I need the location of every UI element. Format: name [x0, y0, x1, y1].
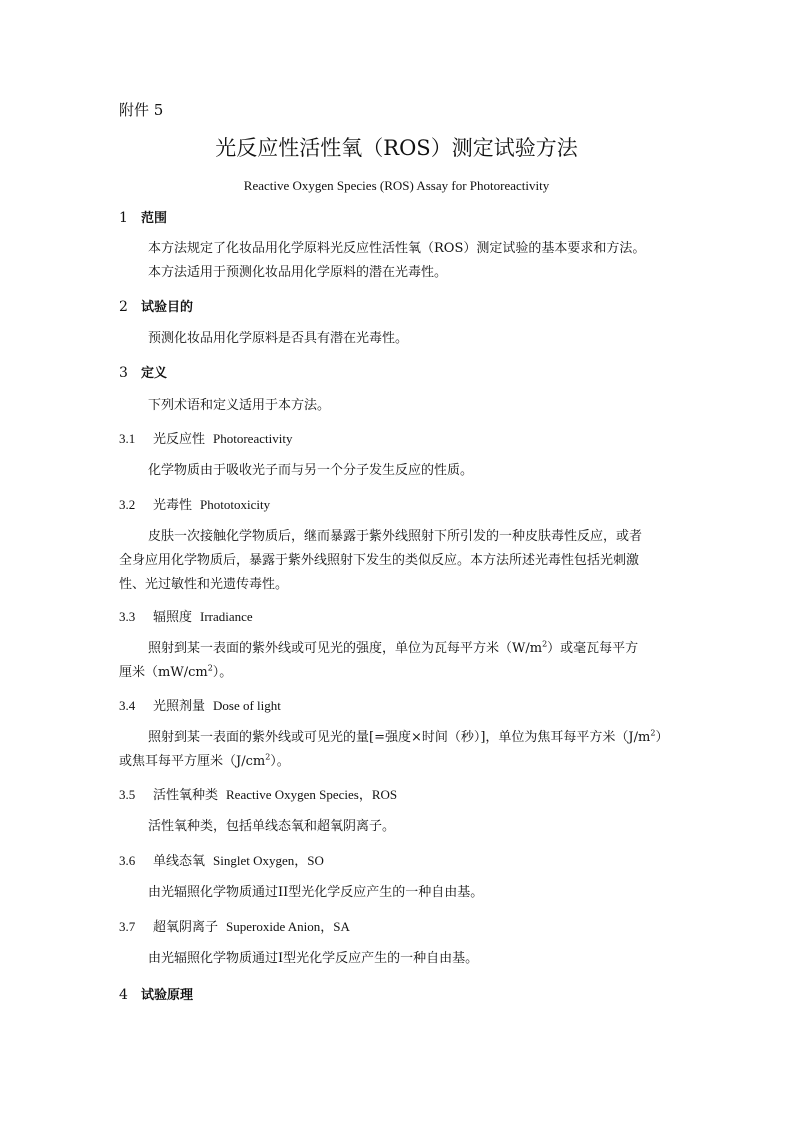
- term-cn: 活性氧种类: [153, 788, 219, 803]
- subsection-3-3-line-1: [148, 639, 638, 659]
- term-en: Dose of light: [213, 698, 281, 713]
- section-number: 4: [119, 987, 128, 1003]
- section-3-paragraph-1: 下列术语和定义适用于本方法。: [148, 398, 331, 413]
- term-en: Reactive Oxygen Species，ROS: [226, 787, 398, 802]
- subsection-3-3-heading: [119, 607, 253, 628]
- subsection-number: 3.5: [119, 787, 136, 802]
- term-cn: 光照剂量: [153, 699, 206, 714]
- subsection-3-5-paragraph: 活性氧种类，包括单线态氧和超氧阴离子。: [148, 819, 396, 834]
- section-4-heading: [119, 985, 193, 1006]
- attachment-label: 附件 5: [119, 101, 164, 119]
- subsection-3-1-heading: [119, 429, 292, 450]
- term-en: Phototoxicity: [200, 497, 271, 512]
- text-segment: 照射到某一表面的紫外线或可见光的量[=强度×时间（秒）]，单位为焦耳每平方米（J/m: [148, 730, 651, 745]
- subsection-3-2-line-1: 皮肤一次接触化学物质后，继而暴露于紫外线照射下所引发的一种皮肤毒性反应，或者: [148, 529, 643, 544]
- section-title: 范围: [141, 211, 168, 226]
- term-cn: 辐照度: [153, 610, 193, 625]
- term-cn: 光毒性: [153, 498, 193, 513]
- text-segment: ）: [655, 730, 669, 745]
- term-cn: 单线态氧: [153, 854, 206, 869]
- text-segment: ）或毫瓦每平方: [547, 641, 639, 656]
- superscript: 2: [265, 752, 271, 762]
- superscript: 2: [650, 728, 656, 738]
- section-number: 1: [119, 210, 128, 226]
- subsection-3-4-line-2: [119, 752, 290, 772]
- subsection-3-2-line-3: 性、光过敏性和光遗传毒性。: [119, 577, 289, 592]
- subsection-3-6-heading: [119, 851, 324, 872]
- subsection-number: 3.6: [119, 853, 136, 868]
- subsection-3-2-line-2: 全身应用化学物质后，暴露于紫外线照射下发生的类似反应。本方法所述光毒性包括光刺激: [119, 553, 640, 568]
- section-2-paragraph-1: 预测化妆品用化学原料是否具有潜在光毒性。: [148, 331, 409, 346]
- subsection-number: 3.7: [119, 919, 136, 934]
- section-title: 试验目的: [141, 300, 194, 315]
- term-cn: 超氧阴离子: [153, 920, 219, 935]
- text-segment: 或焦耳每平方厘米（J/cm: [119, 754, 266, 769]
- term-en: Photoreactivity: [213, 431, 293, 446]
- subsection-3-3-line-2: [119, 663, 232, 683]
- term-en: Superoxide Anion，SA: [226, 919, 350, 934]
- subsection-3-1-paragraph: 化学物质由于吸收光子而与另一个分子发生反应的性质。: [148, 463, 474, 478]
- document-title: 光反应性活性氧（ROS）测定试验方法: [215, 136, 578, 160]
- section-1-heading: [119, 208, 167, 229]
- subsection-3-4-line-1: [148, 728, 668, 748]
- subsection-3-7-paragraph: 由光辐照化学物质通过I型光化学反应产生的一种自由基。: [148, 951, 479, 966]
- subsection-number: 3.4: [119, 698, 136, 713]
- text-segment: 厘米（mW/cm: [119, 665, 208, 680]
- text-segment: 照射到某一表面的紫外线或可见光的强度，单位为瓦每平方米（W/m: [148, 641, 543, 656]
- subsection-3-4-heading: [119, 696, 281, 717]
- document-subtitle: Reactive Oxygen Species (ROS) Assay for Photoreactivity: [243, 178, 550, 193]
- subsection-number: 3.3: [119, 609, 136, 624]
- text-segment: ）。: [270, 754, 290, 769]
- subsection-3-5-heading: [119, 785, 397, 806]
- section-number: 2: [119, 299, 128, 315]
- section-1-paragraph-2: 本方法适用于预测化妆品用化学原料的潜在光毒性。: [148, 265, 448, 280]
- term-cn: 光反应性: [153, 432, 206, 447]
- section-3-heading: [119, 363, 167, 384]
- subsection-number: 3.1: [119, 431, 136, 446]
- superscript: 2: [207, 663, 213, 673]
- subsection-3-2-heading: [119, 495, 270, 516]
- subsection-number: 3.2: [119, 497, 136, 512]
- subsection-3-6-paragraph: 由光辐照化学物质通过II型光化学反应产生的一种自由基。: [148, 885, 484, 900]
- superscript: 2: [542, 639, 548, 649]
- subsection-3-7-heading: [119, 917, 350, 938]
- text-segment: ）。: [212, 665, 233, 680]
- section-title: 定义: [141, 366, 168, 381]
- section-number: 3: [119, 365, 128, 381]
- section-2-heading: [119, 297, 193, 318]
- section-1-paragraph-1: 本方法规定了化妆品用化学原料光反应性活性氧（ROS）测定试验的基本要求和方法。: [148, 241, 646, 256]
- section-title: 试验原理: [141, 988, 194, 1003]
- term-en: Singlet Oxygen，SO: [213, 853, 324, 868]
- term-en: Irradiance: [200, 609, 253, 624]
